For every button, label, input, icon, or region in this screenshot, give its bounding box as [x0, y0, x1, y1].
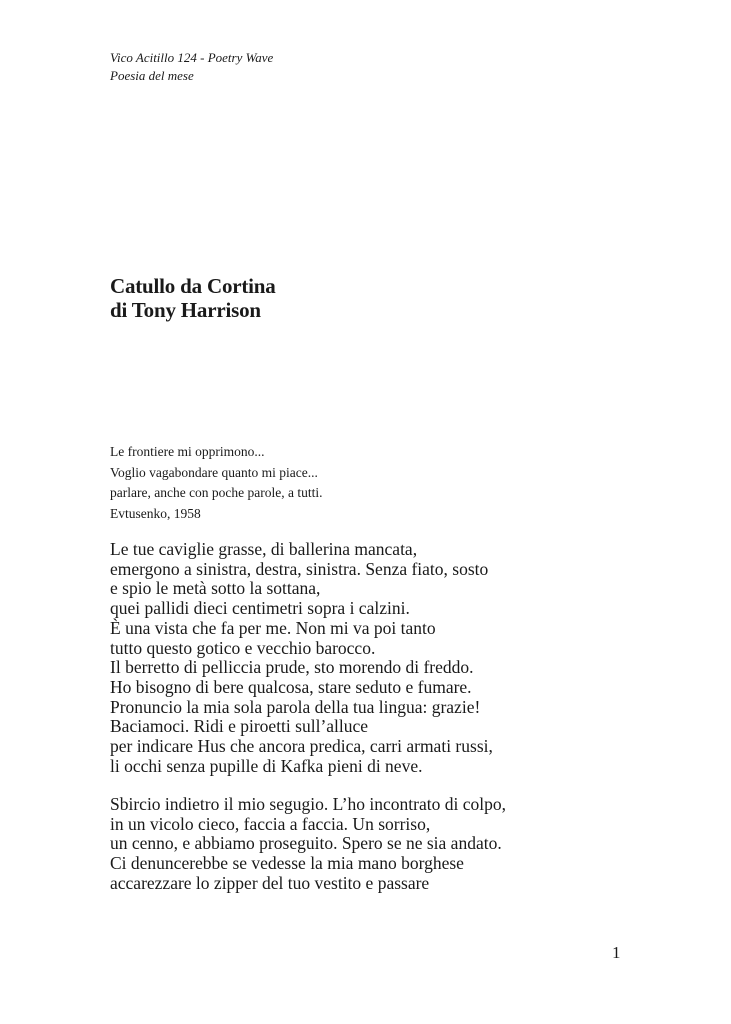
poem-line: li occhi senza pupille di Kafka pieni di neve. — [110, 755, 423, 776]
poem-line: Ho bisogno di bere qualcosa, stare seduto e fumare. — [110, 676, 472, 697]
poem-line: Sbircio indietro il mio segugio. L’ho incontrato di colpo, — [110, 794, 506, 814]
page-number: 1 — [612, 943, 621, 962]
poem-line: È una vista che fa per me. Non mi va poi tanto — [110, 617, 436, 638]
poem-title: Catullo da Cortina — [110, 274, 276, 298]
poem-title-block — [110, 274, 276, 322]
epigraph-attribution: Evtusenko, 1958 — [110, 505, 201, 521]
poem-line: per indicare Hus che ancora predica, carri armati russi, — [110, 736, 493, 757]
running-header — [110, 49, 273, 85]
header-publication: Vico Acitillo 124 - Poetry Wave — [110, 50, 274, 65]
poem-line: Baciamoci. Ridi e piroetti sull’alluce — [110, 716, 369, 737]
poem-line: emergono a sinistra, destra, sinistra. Senza fiato, sosto — [110, 558, 489, 579]
poem-line: in un vicolo cieco, faccia a faccia. Un sorriso, — [110, 813, 431, 834]
poem-line: Pronuncio la mia sola parola della tua lingua: grazie! — [110, 696, 481, 717]
poem-line: un cenno, e abbiamo proseguito. Spero se ne sia andato. — [110, 833, 502, 854]
poem-line: tutto questo gotico e vecchio barocco. — [110, 637, 376, 658]
header-section: Poesia del mese — [110, 68, 194, 83]
poem-stanza-2 — [110, 795, 506, 894]
poem-line: e spio le metà sotto la sottana, — [110, 578, 321, 599]
poem-line: accarezzare lo zipper del tuo vestito e passare — [110, 872, 430, 893]
poem-line: Ci denuncerebbe se vedesse la mia mano borghese — [110, 853, 464, 874]
epigraph — [110, 442, 323, 524]
poem-line: quei pallidi dieci centimetri sopra i calzini. — [110, 598, 410, 619]
epigraph-line: Le frontiere mi opprimono... — [110, 444, 265, 459]
poem-stanza-1 — [110, 540, 493, 776]
epigraph-line: parlare, anche con poche parole, a tutti. — [110, 485, 323, 500]
poem-line: Le tue caviglie grasse, di ballerina mancata, — [110, 539, 418, 559]
poem-line: Il berretto di pelliccia prude, sto morendo di freddo. — [110, 657, 474, 678]
epigraph-line: Voglio vagabondare quanto mi piace... — [110, 464, 318, 480]
poem-author: di Tony Harrison — [110, 298, 261, 322]
